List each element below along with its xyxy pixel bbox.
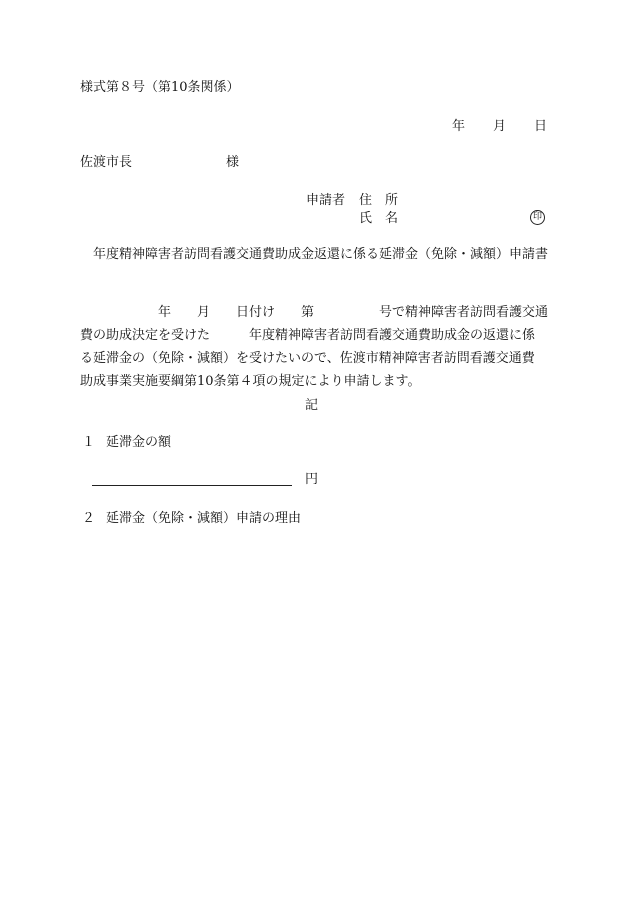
date-day-label: 日 — [534, 119, 548, 134]
body-line: る延滞金の（免除・減額）を受けたいので、佐渡市精神障害者訪問看護交通費 — [80, 351, 535, 366]
item-number: ２ — [82, 511, 96, 526]
body-line: 年 月 日付け 第 号で精神障害者訪問看護交通 — [80, 305, 549, 320]
body-paragraph — [80, 301, 549, 393]
applicant-address-label: 住 所 — [359, 193, 399, 208]
date-month-label: 月 — [493, 119, 507, 134]
item-number: １ — [82, 435, 96, 450]
addressee-name: 佐渡市長 — [80, 155, 133, 170]
document-title: 年度精神障害者訪問看護交通費助成金返還に係る延滞金（免除・減額）申請書 — [93, 247, 549, 262]
ki-heading: 記 — [305, 398, 319, 413]
applicant-label: 申請者 — [306, 193, 346, 208]
amount-unit: 円 — [305, 472, 319, 487]
body-line: 費の助成決定を受けた 年度精神障害者訪問看護交通費助成金の返還に係 — [80, 328, 536, 343]
addressee-honorific: 様 — [226, 155, 240, 170]
date-year-label: 年 — [452, 119, 466, 134]
applicant-name-label: 氏 名 — [359, 211, 399, 226]
body-line: 助成事業実施要綱第10条第４項の規定により申請します。 — [80, 374, 421, 389]
amount-blank-line — [92, 485, 292, 486]
form-number-label: 様式第８号（第10条関係） — [80, 80, 240, 95]
item-label: 延滞金の額 — [106, 435, 172, 450]
item-label: 延滞金（免除・減額）申請の理由 — [106, 511, 302, 526]
seal-mark: 印 — [530, 210, 545, 225]
